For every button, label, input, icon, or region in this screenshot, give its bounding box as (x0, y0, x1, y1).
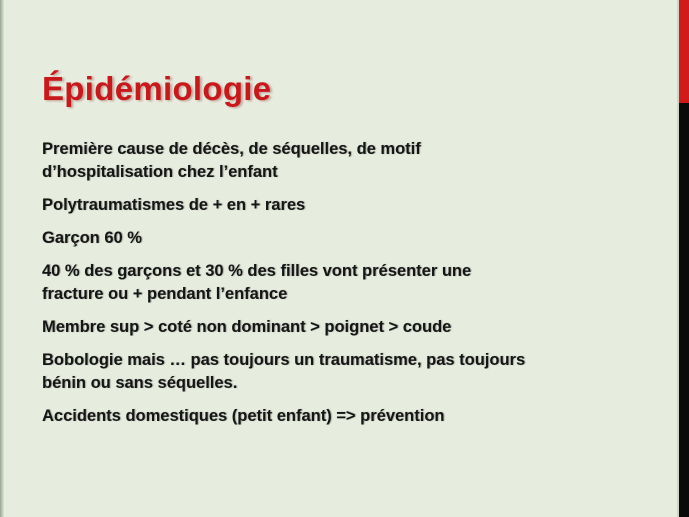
bullet-item (42, 349, 642, 395)
bullet-line: Bobologie mais … pas toujours un traumatisme, pas toujours (42, 351, 526, 369)
slide-title: Épidémiologie (42, 70, 272, 107)
bullet-item (42, 405, 642, 428)
bullet-line: Polytraumatismes de + en + rares (42, 196, 306, 214)
slide-left-edge (0, 0, 4, 517)
bullet-line: bénin ou sans séquelles. (42, 374, 238, 392)
bullet-item (42, 260, 642, 306)
accent-bar-black (679, 103, 689, 517)
bullet-line: d’hospitalisation chez l’enfant (42, 163, 278, 181)
accent-bar-red (679, 0, 689, 103)
bullet-line: Garçon 60 % (42, 229, 142, 247)
bullet-line: fracture ou + pendant l’enfance (42, 285, 288, 303)
bullet-item (42, 227, 642, 250)
bullet-list (42, 138, 642, 438)
bullet-line: Accidents domestiques (petit enfant) => prévention (42, 407, 445, 425)
bullet-line: Première cause de décès, de séquelles, de motif (42, 140, 421, 158)
bullet-item (42, 194, 642, 217)
bullet-item (42, 138, 642, 184)
bullet-item (42, 316, 642, 339)
bullet-line: Membre sup > coté non dominant > poignet > coude (42, 318, 452, 336)
bullet-line: 40 % des garçons et 30 % des filles vont présenter une (42, 262, 472, 280)
